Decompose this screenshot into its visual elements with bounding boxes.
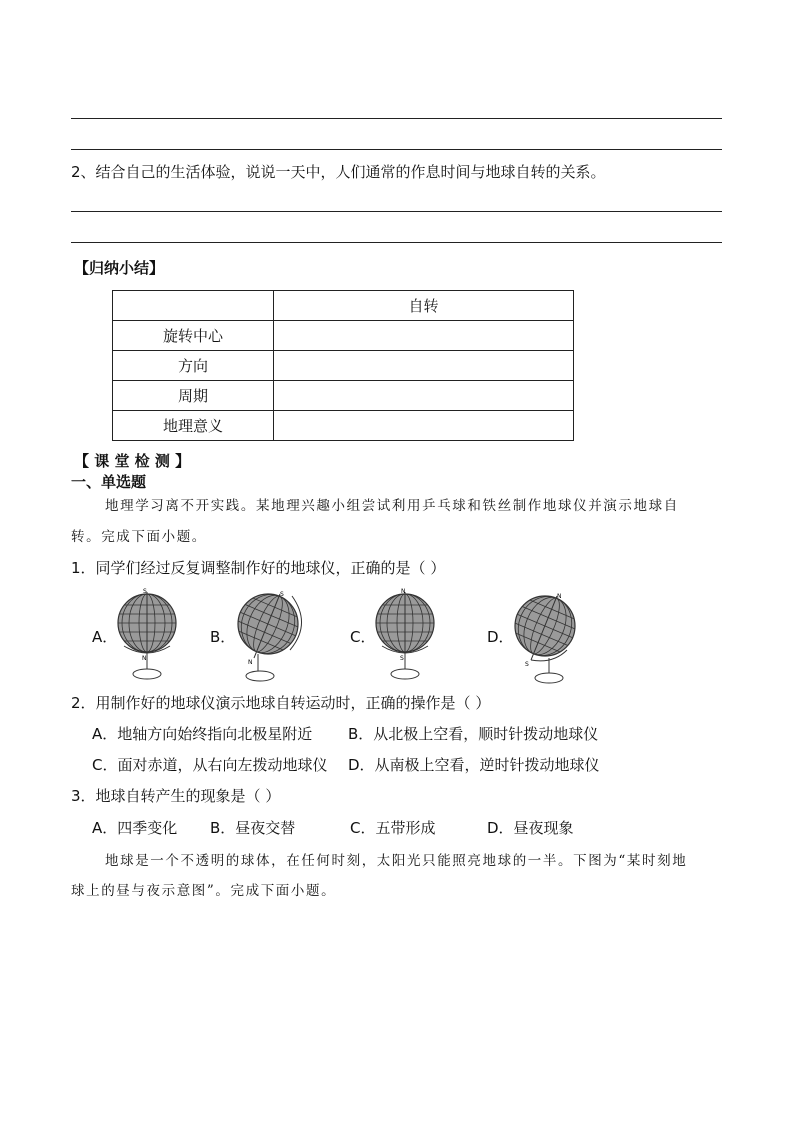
globe-d-pole-bottom: S — [525, 661, 529, 668]
answer-line-1 — [71, 118, 722, 119]
section-title: 一、单选题 — [71, 473, 147, 491]
globe-d-icon — [505, 590, 587, 694]
table-cell — [274, 321, 574, 351]
row-label-center: 旋转中心 — [113, 321, 274, 351]
table-cell — [274, 351, 574, 381]
q3-stem: 3．地球自转产生的现象是（ ） — [71, 787, 281, 805]
intro2-line-1: 地球是一个不透明的球体，在任何时刻，太阳光只能照亮地球的一半。下图为“某时刻地 — [105, 853, 688, 869]
answer-line-4 — [71, 242, 722, 243]
summary-table — [112, 290, 574, 441]
q2-option-c: C．面对赤道，从右向左拨动地球仪 — [92, 756, 328, 774]
q3-option-d: D．昼夜现象 — [487, 819, 574, 837]
q2-option-a: A．地轴方向始终指向北极星附近 — [92, 725, 313, 743]
answer-line-2 — [71, 149, 722, 150]
intro-line-2: 转。完成下面小题。 — [71, 529, 207, 545]
globe-a-pole-top: S — [143, 588, 147, 595]
q1-option-b: B． — [210, 628, 236, 646]
globe-c-pole-top: N — [401, 588, 406, 595]
q1-stem: 1．同学们经过反复调整制作好的地球仪，正确的是（ ） — [71, 559, 446, 577]
intro2-line-2: 球上的昼与夜示意图”。完成下面小题。 — [71, 883, 337, 899]
q1-option-c: C． — [350, 628, 376, 646]
table-cell — [274, 381, 574, 411]
q3-option-a: A．四季变化 — [92, 819, 178, 837]
table-cell — [274, 411, 574, 441]
table-row — [113, 411, 574, 441]
answer-line-3 — [71, 211, 722, 212]
q2-option-b: B．从北极上空看，顺时针拨动地球仪 — [348, 725, 599, 743]
table-row — [113, 351, 574, 381]
q2-prompt: 2、结合自己的生活体验，说说一天中，人们通常的作息时间与地球自转的关系。 — [71, 163, 606, 181]
globe-b-icon — [228, 588, 310, 692]
q2-stem: 2．用制作好的地球仪演示地球自转运动时，正确的操作是（ ） — [71, 694, 491, 712]
globe-a-pole-bottom: N — [142, 655, 147, 662]
summary-heading: 【归纳小结】 — [74, 259, 165, 277]
q3-option-b: B．昼夜交替 — [210, 819, 296, 837]
q1-option-a: A． — [92, 628, 118, 646]
globe-c-pole-bottom: S — [400, 655, 404, 662]
table-row — [113, 321, 574, 351]
row-label-period: 周期 — [113, 381, 274, 411]
table-header-rotation: 自转 — [274, 291, 574, 321]
row-label-significance: 地理意义 — [113, 411, 274, 441]
q1-option-d: D． — [487, 628, 514, 646]
intro-line-1: 地理学习离不开实践。某地理兴趣小组尝试利用乒乓球和铁丝制作地球仪并演示地球自 — [105, 498, 679, 514]
table-row — [113, 291, 574, 321]
globe-d-pole-top: N — [557, 593, 562, 600]
table-row — [113, 381, 574, 411]
globe-b-pole-bottom: N — [248, 659, 253, 666]
globe-b-pole-top: S — [280, 591, 284, 598]
check-heading: 【 课 堂 检 测 】 — [74, 452, 191, 470]
q3-option-c: C．五带形成 — [350, 819, 436, 837]
globe-c-icon — [368, 588, 448, 690]
row-label-direction: 方向 — [113, 351, 274, 381]
table-cell — [113, 291, 274, 321]
q2-option-d: D．从南极上空看，逆时针拨动地球仪 — [348, 756, 600, 774]
globe-a-icon — [110, 588, 190, 690]
